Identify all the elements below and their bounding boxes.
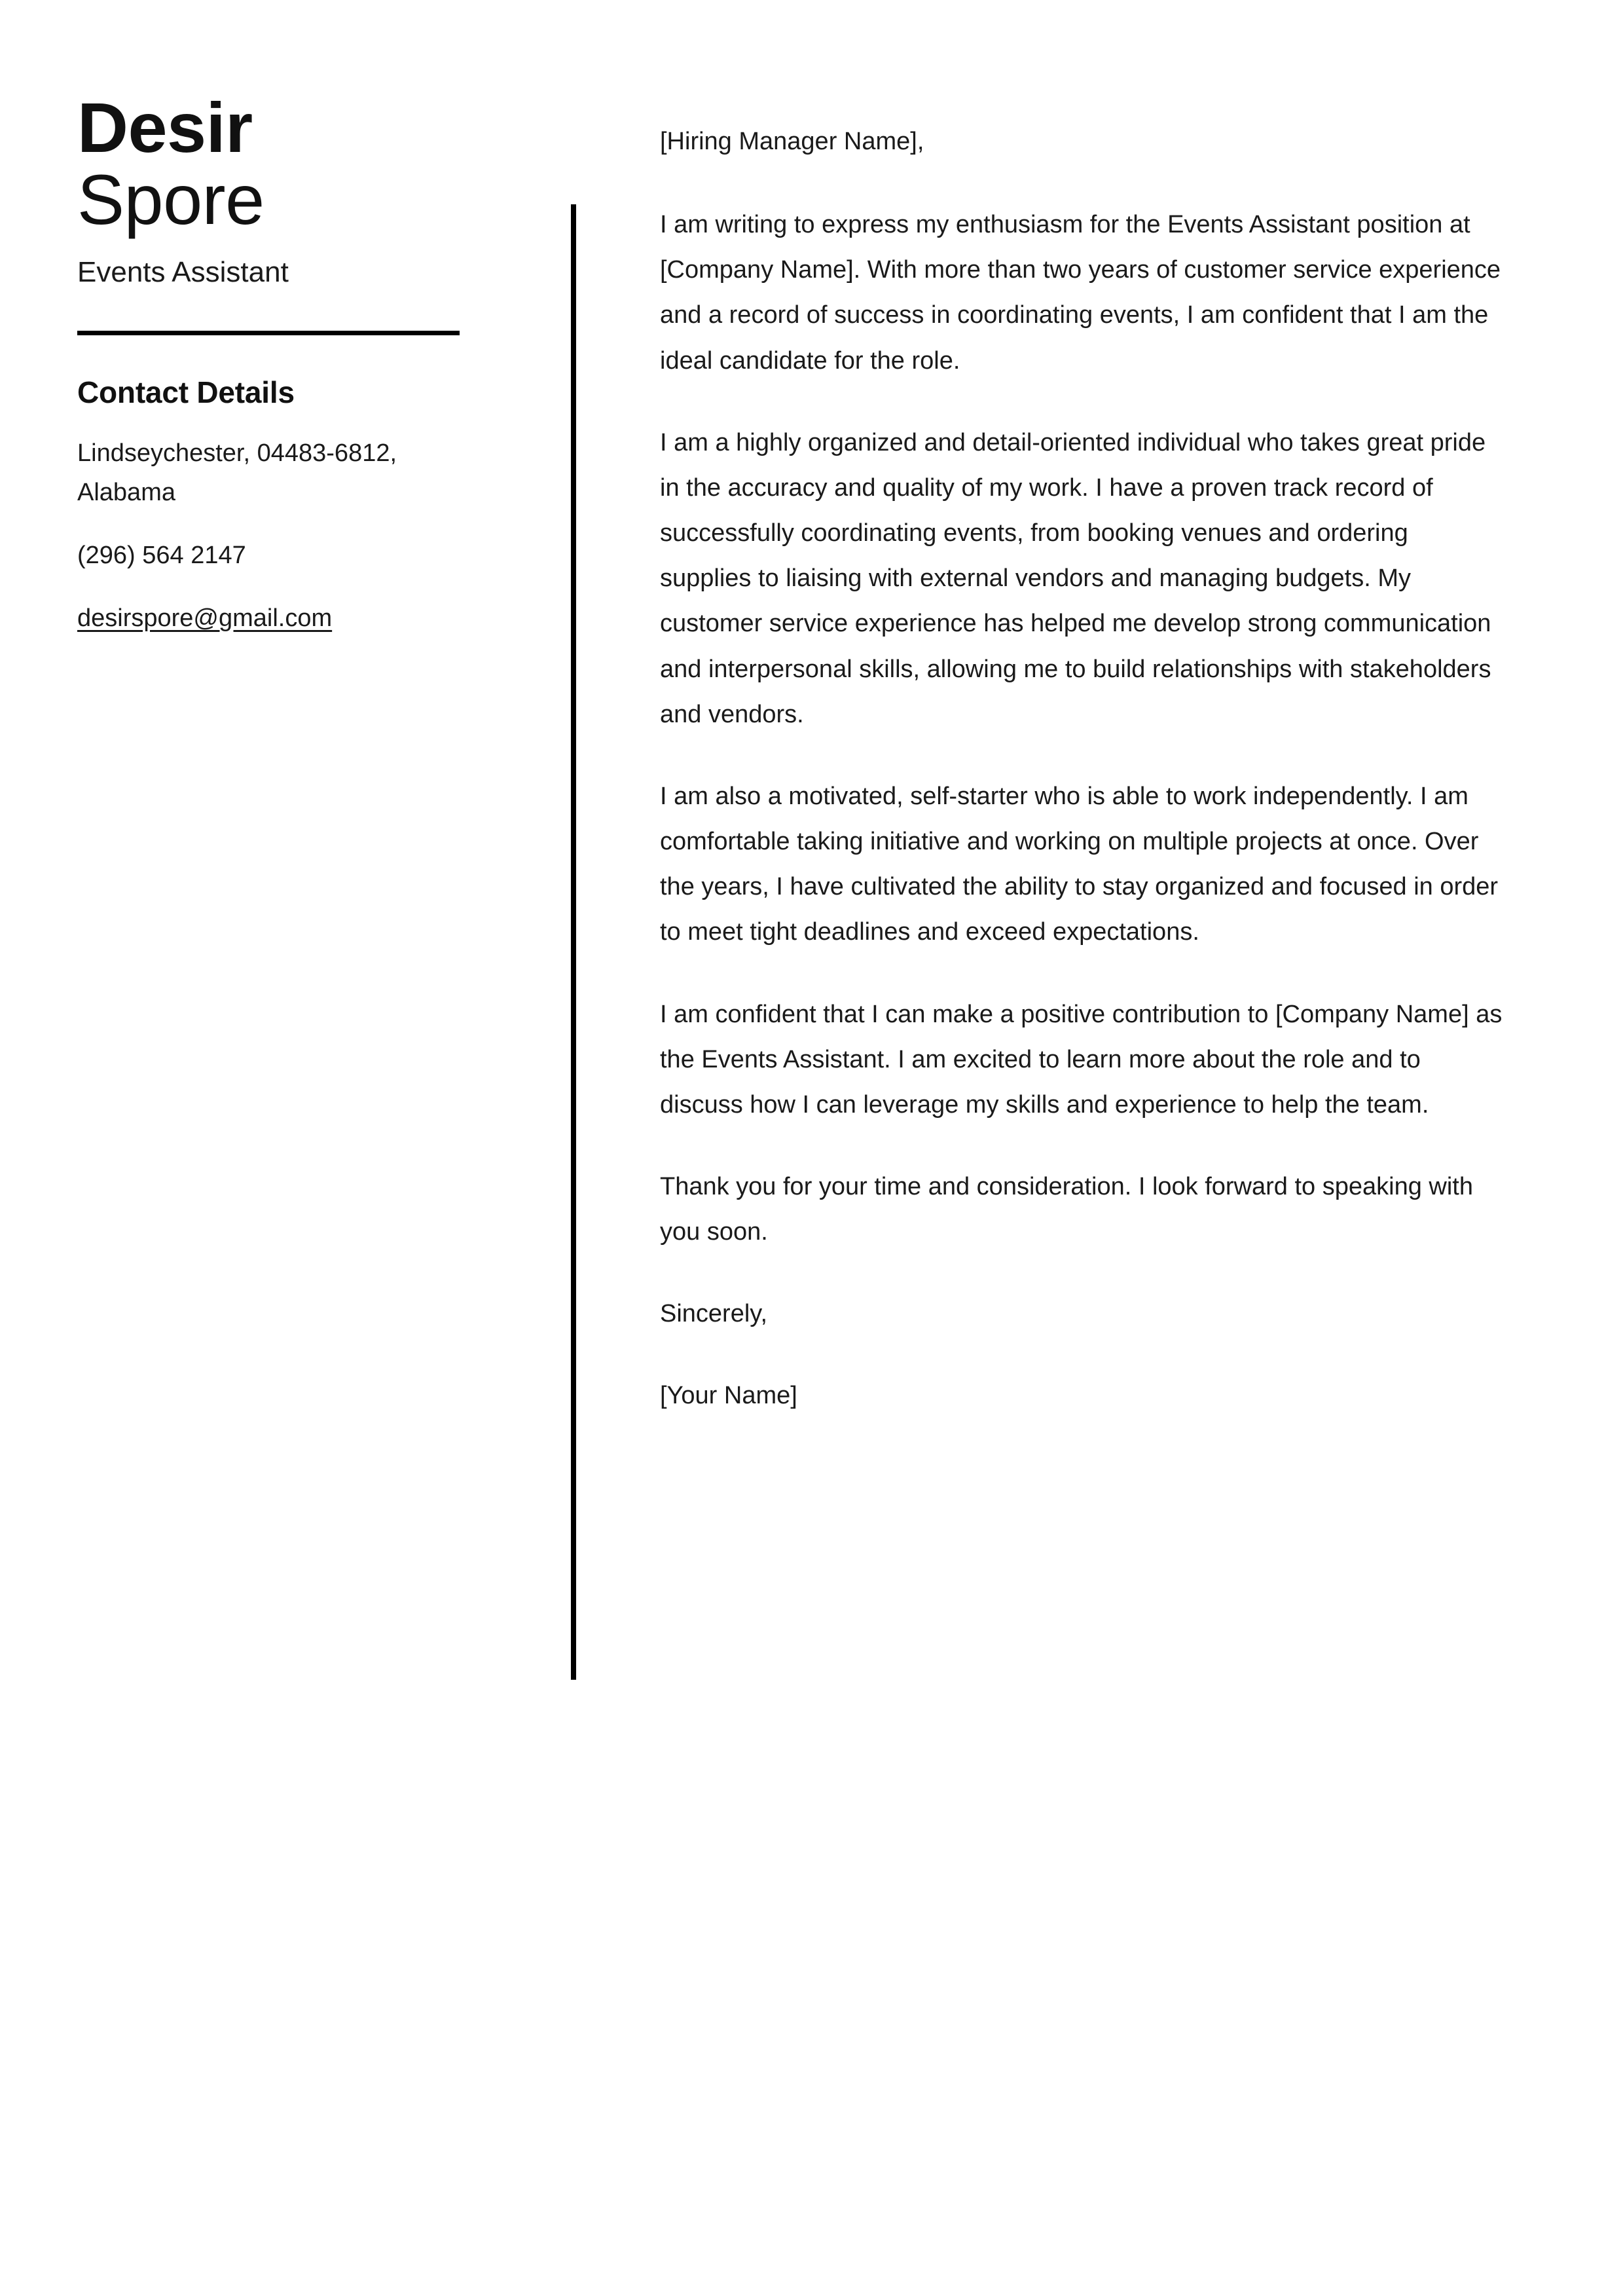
letter-signature: [Your Name]: [660, 1382, 797, 1410]
candidate-job-title: Events Assistant: [77, 256, 289, 289]
sidebar: [77, 88, 483, 661]
letter-paragraph: Thank you for your time and consideration. I look forward to speaking with you soon.: [660, 1172, 1473, 1246]
letter-paragraph: I am a highly organized and detail-oriented individual who takes great pride in the accuracy and quality of my work. I have a proven track record of successfully coordinating events, from booking venues and ordering supplies to liaising with external vendors and managing budgets. My customer service experience has helped me develop strong communication and interpersonal skills, allowing me to build relationships with stakeholders and vendors.: [660, 428, 1491, 728]
letter-paragraph: I am writing to express my enthusiasm for the Events Assistant position at [Company Name]. With more than two years of customer service experience and a record of success in coordinating events, I am confident that I am the ideal candidate for the role.: [660, 211, 1501, 375]
candidate-name: [77, 88, 483, 240]
candidate-last-name: Spore: [77, 160, 264, 240]
letter-closing: Sincerely,: [660, 1300, 768, 1328]
candidate-first-name: Desir: [77, 88, 253, 167]
contact-phone[interactable]: (296) 564 2147: [77, 542, 246, 570]
letter-paragraph: I am confident that I can make a positive contribution to [Company Name] as the Events Assistant. I am excited to learn more about the role and to discuss how I can leverage my skills and experience to help the team.: [660, 1000, 1503, 1119]
column-divider: [571, 204, 576, 1680]
contact-details-list: [77, 434, 483, 638]
contact-address: Lindseychester, 04483-6812, Alabama: [77, 439, 397, 507]
letter-body: [660, 119, 1504, 1419]
letter-salutation: [Hiring Manager Name],: [660, 128, 924, 155]
contact-email[interactable]: desirspore@gmail.com: [77, 604, 333, 633]
contact-details-heading: Contact Details: [77, 375, 295, 410]
sidebar-divider-rule: [77, 331, 460, 335]
letter-paragraph: I am also a motivated, self-starter who is able to work independently. I am comfortable taking initiative and working on multiple projects at once. Over the years, I have cultivated the ability to stay organized and focused in order to meet tight deadlines and exceed expectations.: [660, 782, 1499, 946]
